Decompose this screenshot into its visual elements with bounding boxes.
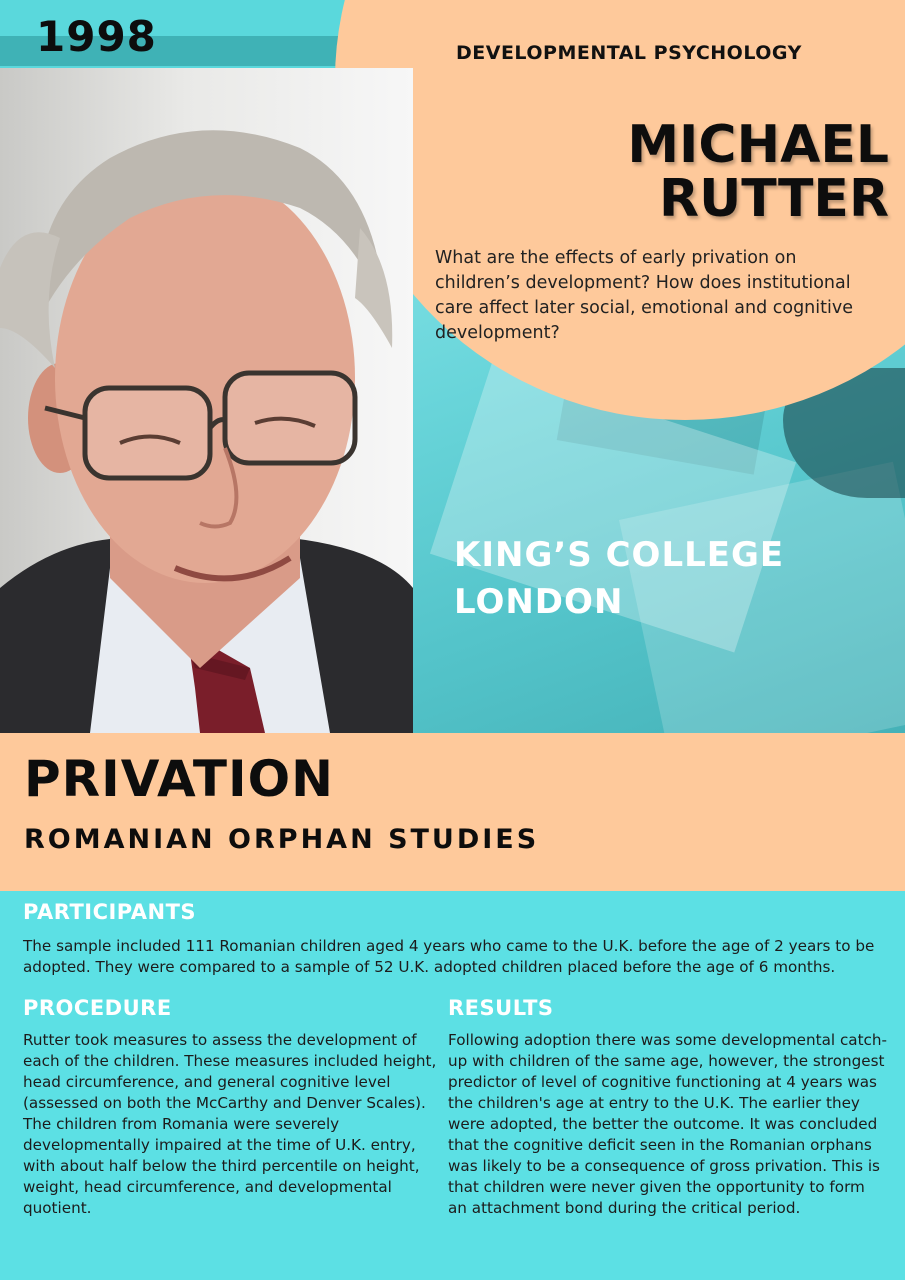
subject-label: DEVELOPMENTAL PSYCHOLOGY [456,42,802,64]
researcher-name [627,115,889,229]
participants-heading: PARTICIPANTS [23,900,197,924]
participants-text: The sample included 111 Romanian children aged 4 years who came to the U.K. before the age of 2 years to be adopted. They were compared to a sample of 52 U.K. adopted children placed before the age of 6 months. [23,937,875,976]
procedure-heading: PROCEDURE [23,996,172,1020]
study-name: ROMANIAN ORPHAN STUDIES [24,824,540,855]
results-heading: RESULTS [448,996,554,1020]
institution-line1: KING’S COLLEGE [454,535,785,575]
results-text: Following adoption there was some developmental catch-up with children of the same age, however, the strongest predictor of level of cognitive functioning at 4 years was the children's age at entry to the U.K. The earlier they were adopted, the better the outcome. It was concluded that the cognitive deficit seen in the Romanian orphans was likely to be a consequence of gross privation. This is that children were never given the opportunity to form an attachment bond during the critical period. [448,1031,888,1217]
study-topic: PRIVATION [24,750,334,808]
researcher-first-name: MICHAEL [627,115,889,175]
institution-line2: LONDON [454,582,624,622]
institution [454,532,874,626]
research-question: What are the effects of early privation on children’s development? How does institutional care affect later social, emotional and cognitive development? [435,248,853,343]
researcher-portrait [0,68,413,733]
year: 1998 [36,12,157,61]
portrait-illustration [0,68,413,733]
procedure-text: Rutter took measures to assess the development of each of the children. These measures included height, head circumference, and general cognitive level (assessed on both the McCarthy and Denver Scales). The children from Romania were severely developmentally impaired at the time of U.K. entry, with about half below the third percentile on height, weight, head circumference, and developmental quotient. [23,1031,437,1217]
researcher-last-name: RUTTER [659,169,889,229]
